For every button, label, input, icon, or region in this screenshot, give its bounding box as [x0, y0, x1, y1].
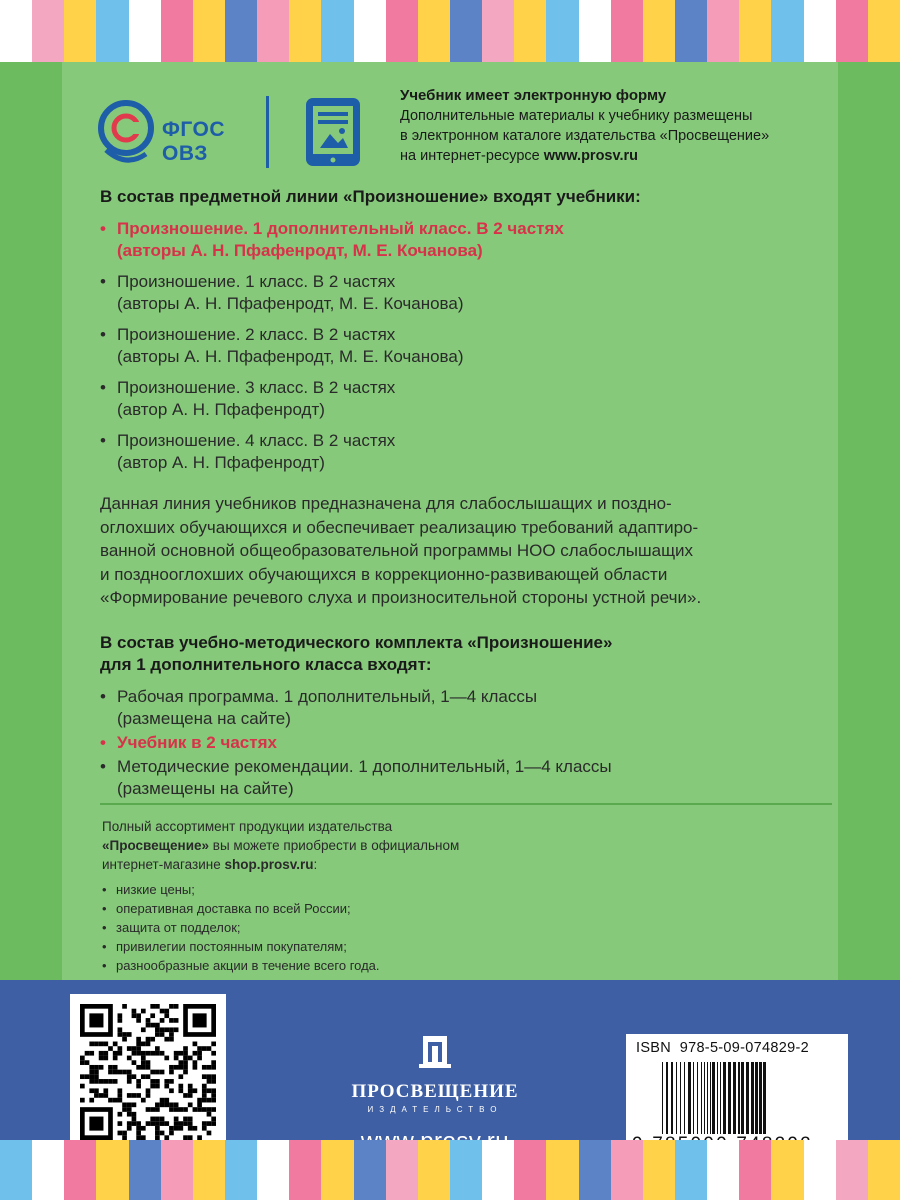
- kit-list: [100, 686, 820, 800]
- perk-item: • оперативная доставка по всей России;: [102, 899, 702, 918]
- stripe: [257, 1140, 289, 1200]
- shop-line-3: [102, 855, 702, 874]
- book-authors: (автор А. Н. Пфафенродт): [117, 453, 325, 472]
- electronic-line-1: Дополнительные материалы к учебнику размещены: [400, 108, 753, 124]
- stripe: [386, 0, 418, 62]
- stripe: [611, 1140, 643, 1200]
- stripe: [193, 0, 225, 62]
- book-title: • Произношение. 1 класс. В 2 частях: [117, 272, 396, 291]
- perks-list: [102, 880, 702, 975]
- stripe: [225, 1140, 257, 1200]
- book-authors: (авторы А. Н. Пфафенродт, М. Е. Кочанова): [117, 294, 464, 313]
- publisher-block: [330, 1032, 540, 1156]
- kit-item-note: (размещена на сайте): [117, 708, 291, 728]
- stripe: [0, 0, 32, 62]
- electronic-url-link[interactable]: www.prosv.ru: [543, 148, 639, 164]
- shop-url-link[interactable]: shop.prosv.ru: [224, 857, 314, 872]
- fgos-label: [162, 118, 225, 166]
- stripe: [257, 0, 289, 62]
- publisher-logo-icon: [415, 1032, 455, 1072]
- section-divider: [100, 803, 832, 805]
- shop-line-2-rest: вы можете приобрести в официальном: [209, 838, 460, 853]
- fgos-line1: ФГОС: [162, 118, 226, 141]
- book-authors: (авторы А. Н. Пфафенродт, М. Е. Кочанова): [117, 241, 483, 260]
- book-item: [100, 430, 820, 474]
- stripe: [868, 1140, 900, 1200]
- stripe: [707, 1140, 739, 1200]
- book-authors: (автор А. Н. Пфафенродт): [117, 400, 325, 419]
- stripe: [675, 1140, 707, 1200]
- stripe: [193, 1140, 225, 1200]
- shop-publisher-name: «Просвещение»: [102, 838, 210, 853]
- kit-item-title: • Методические рекомендации. 1 дополнительный, 1—4 классы: [117, 756, 612, 776]
- isbn-prefix: ISBN: [636, 1040, 672, 1056]
- kit-item: [100, 756, 820, 800]
- stripe: [450, 0, 482, 62]
- stripe: [739, 0, 771, 62]
- description-line: и позднооглохших обучающихся в коррекционно-развивающей области: [100, 564, 668, 584]
- stripe: [836, 1140, 868, 1200]
- left-border: [0, 62, 62, 980]
- description-line: Данная линия учебников предназначена для слабослышащих и поздно-: [100, 494, 672, 513]
- stripe: [643, 1140, 675, 1200]
- stripe: [418, 0, 450, 62]
- description-line: оглохших обучающихся и обеспечивает реализацию требований адаптиро-: [100, 517, 699, 537]
- shop-line-1: Полный ассортимент продукции издательства: [102, 819, 393, 834]
- stripe: [482, 1140, 514, 1200]
- stripe: [161, 1140, 193, 1200]
- book-authors: (авторы А. Н. Пфафенродт, М. Е. Кочанова): [117, 347, 464, 366]
- kit-title-line-2: для 1 дополнительного класса входят:: [100, 654, 432, 674]
- perk-item: • защита от подделок;: [102, 918, 702, 937]
- stripe: [418, 1140, 450, 1200]
- isbn-number: 978-5-09-074829-2: [679, 1040, 809, 1056]
- stripe: [64, 0, 96, 62]
- book-item: [100, 218, 820, 262]
- electronic-line-3-prefix: на интернет-ресурсе: [400, 148, 544, 164]
- fgos-logo-icon: [96, 98, 156, 164]
- stripe: [804, 1140, 836, 1200]
- stripe: [96, 1140, 128, 1200]
- stripe: [64, 1140, 96, 1200]
- perk-item: • разнообразные акции в течение всего года.: [102, 956, 702, 975]
- stripe: [321, 1140, 353, 1200]
- stripe: [321, 0, 353, 62]
- shop-info: [102, 817, 702, 975]
- book-title: • Произношение. 2 класс. В 2 частях: [117, 325, 396, 344]
- kit-item: [100, 686, 820, 730]
- isbn-label: [636, 1040, 838, 1056]
- qr-code[interactable]: [70, 994, 226, 1150]
- stripe: [354, 1140, 386, 1200]
- tablet-icon: [304, 96, 362, 168]
- description-line: ванной основной общеобразовательной программы НОО слабослышащих: [100, 541, 694, 560]
- stripe: [386, 1140, 418, 1200]
- stripe: [514, 0, 546, 62]
- book-item: [100, 324, 820, 368]
- stripe: [514, 1140, 546, 1200]
- stripe: [450, 1140, 482, 1200]
- kit-item: [100, 732, 820, 754]
- stripe: [579, 1140, 611, 1200]
- stripe: [611, 0, 643, 62]
- stripe: [707, 0, 739, 62]
- shop-line-3-prefix: интернет-магазине: [102, 857, 225, 872]
- top-stripes: [0, 0, 900, 62]
- electronic-line-2: в электронном каталоге издательства «Просвещение»: [400, 128, 770, 144]
- stripe: [289, 1140, 321, 1200]
- stripe: [771, 1140, 803, 1200]
- kit-item-title: • Рабочая программа. 1 дополнительный, 1—4 классы: [117, 686, 538, 706]
- stripe: [739, 1140, 771, 1200]
- publisher-subtitle: ИЗДАТЕЛЬСТВО: [367, 1105, 503, 1114]
- book-title: • Произношение. 4 класс. В 2 частях: [117, 431, 396, 450]
- book-item: [100, 377, 820, 421]
- stripe: [289, 0, 321, 62]
- books-list: [100, 218, 820, 474]
- stripe: [675, 0, 707, 62]
- stripe: [0, 1140, 32, 1200]
- barcode-icon: [660, 1062, 840, 1134]
- books-section-title: В состав предметной линии «Произношение» входят учебники:: [100, 187, 641, 206]
- stripe: [643, 0, 675, 62]
- stripe: [868, 0, 900, 62]
- stripe: [129, 1140, 161, 1200]
- bottom-stripes: [0, 1140, 900, 1200]
- stripe: [32, 0, 64, 62]
- perk-item: • привилегии постоянным покупателям;: [102, 937, 702, 956]
- header-divider: [266, 96, 269, 168]
- stripe: [225, 0, 257, 62]
- book-title: • Произношение. 3 класс. В 2 частях: [117, 378, 396, 397]
- kit-item-title: • Учебник в 2 частях: [117, 732, 277, 752]
- stripe: [546, 0, 578, 62]
- description-line: «Формирование речевого слуха и произносительной стороны устной речи».: [100, 588, 702, 607]
- qr-code-icon: [80, 1004, 216, 1140]
- kit-section-title: [100, 632, 820, 676]
- kit-item-note: (размещены на сайте): [117, 778, 294, 798]
- shop-line-2: [102, 836, 702, 855]
- stripe: [161, 0, 193, 62]
- electronic-form-title: Учебник имеет электронную форму: [400, 87, 667, 104]
- stripe: [129, 0, 161, 62]
- fgos-line2: ОВЗ: [162, 142, 208, 165]
- stripe: [804, 0, 836, 62]
- main-content: [100, 186, 820, 802]
- electronic-form-info: [400, 86, 840, 166]
- stripe: [771, 0, 803, 62]
- electronic-line-3: [400, 146, 840, 166]
- stripe: [32, 1140, 64, 1200]
- book-title: • Произношение. 1 дополнительный класс. В 2 частях: [117, 219, 564, 238]
- stripe: [546, 1140, 578, 1200]
- publisher-name: ПРОСВЕЩЕНИЕ: [351, 1081, 519, 1102]
- line-description: [100, 492, 820, 610]
- shop-line-3-suffix: :: [313, 857, 318, 872]
- stripe: [836, 0, 868, 62]
- stripe: [482, 0, 514, 62]
- kit-title-line-1: В состав учебно-методического комплекта «Произношение»: [100, 632, 613, 652]
- right-border: [838, 62, 900, 980]
- perk-item: • низкие цены;: [102, 880, 702, 899]
- book-item: [100, 271, 820, 315]
- stripe: [354, 0, 386, 62]
- stripe: [579, 0, 611, 62]
- stripe: [96, 0, 128, 62]
